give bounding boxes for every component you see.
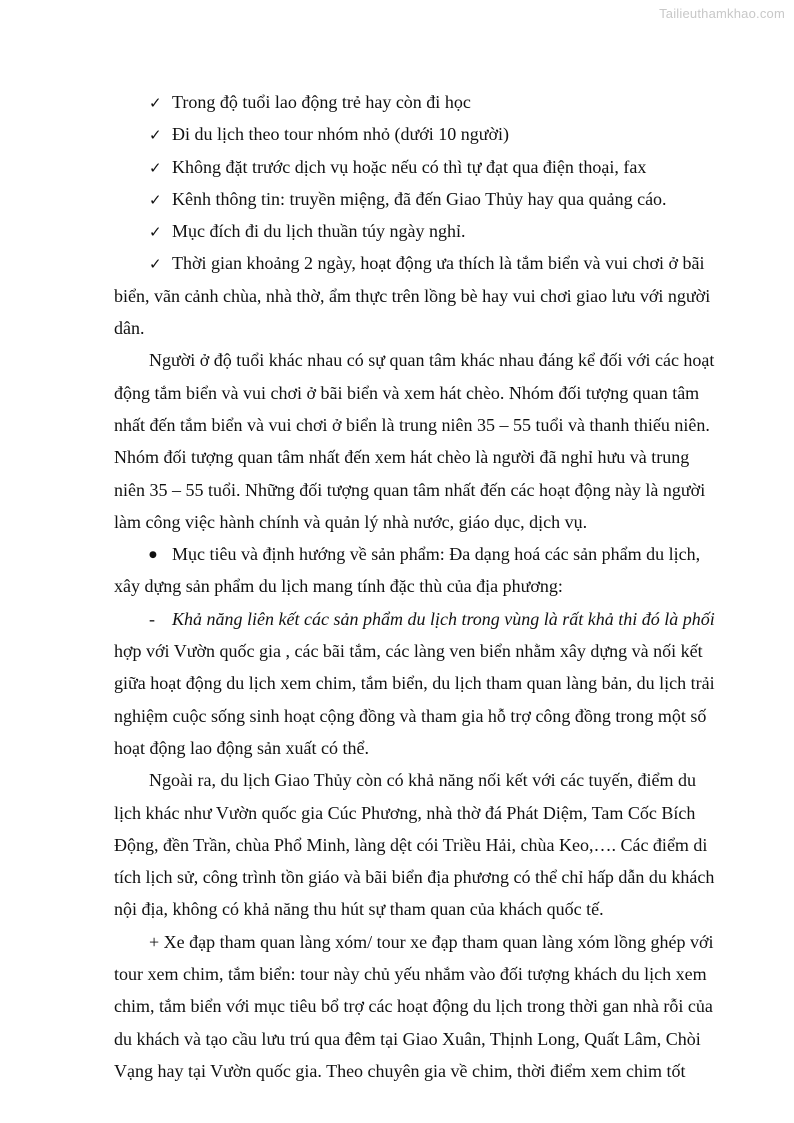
checklist-text: Trong độ tuổi lao động trẻ hay còn đi học bbox=[172, 92, 471, 112]
checkmark-icon: ✓ bbox=[149, 94, 162, 112]
paragraph-line: Động, đền Trần, chùa Phổ Minh, làng dệt cói Triều Hải, chùa Keo,…. Các điểm di bbox=[114, 834, 708, 855]
checkmark-icon: ✓ bbox=[149, 223, 162, 242]
bullet-text: Mục tiêu và định hướng về sản phẩm: Đa dạng hoá các sản phẩm du lịch, bbox=[172, 544, 701, 565]
checklist-item bbox=[114, 183, 737, 215]
paragraph-line: nội địa, không có khả năng thu hút sự tham quan của khách quốc tế. bbox=[114, 899, 604, 920]
paragraph-line: chim, tắm biển với mục tiêu bổ trợ các hoạt động du lịch trong thời gan nhà rỗi của bbox=[114, 996, 713, 1017]
bullet-icon: ● bbox=[149, 550, 157, 561]
checklist-item bbox=[114, 247, 737, 279]
checklist-item bbox=[114, 118, 737, 150]
paragraph-line: tour xem chim, tắm biển: tour này chủ yếu nhắm vào đối tượng khách du lịch xem bbox=[114, 964, 707, 985]
document-body bbox=[114, 86, 737, 1087]
paragraph-line: làm công việc hành chính và quản lý nhà nước, giáo dục, dịch vụ. bbox=[114, 511, 588, 532]
checklist-item bbox=[114, 151, 737, 183]
paragraph-line: Ngoài ra, du lịch Giao Thủy còn có khả năng nối kết với các tuyến, điểm du bbox=[149, 770, 697, 791]
text-line: biển, vãn cảnh chùa, nhà thờ, ẩm thực trên lồng bè hay vui chơi giao lưu với người bbox=[114, 285, 711, 306]
paragraph-line: giữa hoạt động du lịch xem chim, tắm biển, du lịch tham quan làng bản, du lịch trải bbox=[114, 673, 715, 694]
checkmark-icon: ✓ bbox=[149, 158, 162, 177]
paragraph-line: Nhóm đối tượng quan tâm nhất đến xem hát chèo là người đã nghỉ hưu và trung bbox=[114, 447, 690, 468]
checklist-text: Kênh thông tin: truyền miệng, đã đến Giao Thủy hay qua quảng cáo. bbox=[172, 188, 667, 209]
checkmark-icon: ✓ bbox=[149, 190, 162, 209]
checklist-text bbox=[149, 247, 705, 279]
checklist-text: Mục đích đi du lịch thuần túy ngày nghỉ. bbox=[172, 221, 466, 242]
bullet-item bbox=[114, 538, 737, 570]
text-line: dân. bbox=[114, 318, 145, 339]
paragraph-line: niên 35 – 55 tuổi. Những đối tượng quan tâm nhất đến các hoạt động này là người bbox=[114, 479, 706, 500]
checkmark-icon: ✓ bbox=[149, 255, 162, 274]
checklist-text: Không đặt trước dịch vụ hoặc nếu có thì tự đạt qua điện thoại, fax bbox=[172, 156, 647, 177]
watermark: Tailieuthamkhao.com bbox=[659, 6, 785, 21]
paragraph-line: nhất đến tắm biển và vui chơi ở biển là trung niên 35 – 55 tuổi và thanh thiếu niên. bbox=[114, 414, 710, 435]
dash-marker: - bbox=[149, 608, 155, 629]
paragraph-line: nghiệm cuộc sống sinh hoạt cộng đồng và tham gia hỗ trợ công đồng trong một số bbox=[114, 705, 707, 726]
paragraph-line: Vạng hay tại Vườn quốc gia. Theo chuyên gia về chim, thời điểm xem chim tốt bbox=[114, 1060, 686, 1081]
checkmark-icon: ✓ bbox=[149, 126, 162, 145]
paragraph-line: + Xe đạp tham quan làng xóm/ tour xe đạp tham quan làng xóm lồng ghép với bbox=[149, 931, 714, 952]
checklist-item bbox=[114, 86, 737, 118]
paragraph-line: hợp với Vườn quốc gia , các bãi tắm, các làng ven biển nhằm xây dựng và nối kết bbox=[114, 641, 703, 662]
paragraph-line: động tắm biển và vui chơi ở bãi biển và xem hát chèo. Nhóm đối tượng quan tâm bbox=[114, 382, 700, 403]
dash-item bbox=[114, 603, 737, 635]
checklist-item bbox=[114, 215, 737, 247]
checklist-text: Đi du lịch theo tour nhóm nhỏ (dưới 10 người) bbox=[172, 124, 510, 145]
paragraph-line: xây dựng sản phẩm du lịch mang tính đặc thù của địa phương: bbox=[114, 576, 563, 597]
paragraph-line: lịch khác như Vườn quốc gia Cúc Phương, nhà thờ đá Phát Diệm, Tam Cốc Bích bbox=[114, 802, 696, 823]
paragraph-line: du khách và tạo cầu lưu trú qua đêm tại Giao Xuân, Thịnh Long, Quất Lâm, Chòi bbox=[114, 1028, 701, 1049]
text-line: Thời gian khoảng 2 ngày, hoạt động ưa thích là tắm biển và vui chơi ở bãi bbox=[172, 253, 705, 274]
paragraph-line: tích lịch sử, công trình tồn giáo và bãi biển địa phương có thể chỉ hấp dẫn du khách bbox=[114, 867, 715, 888]
paragraph-line: Người ở độ tuổi khác nhau có sự quan tâm khác nhau đáng kể đối với các hoạt bbox=[149, 350, 715, 371]
italic-text: Khả năng liên kết các sản phẩm du lịch trong vùng là rất khả thi đó là phối bbox=[172, 608, 715, 629]
paragraph-line: hoạt động lao động sản xuất có thể. bbox=[114, 737, 369, 758]
